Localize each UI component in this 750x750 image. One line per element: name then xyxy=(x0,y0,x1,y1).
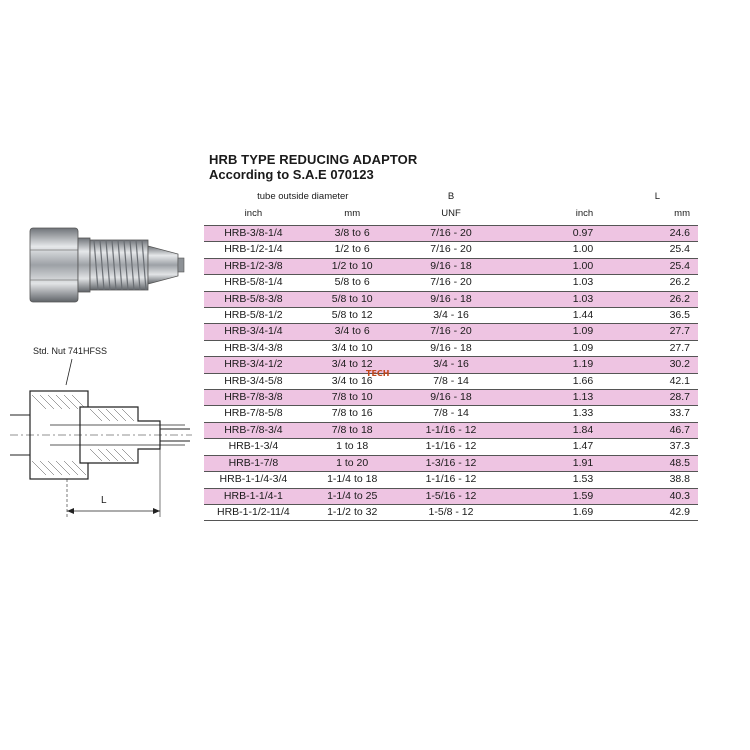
table-row xyxy=(204,357,698,373)
tube-size-cell: 1-1/4 to 18 xyxy=(327,473,378,486)
tube-size-cell: 5/8 to 6 xyxy=(334,276,370,289)
thread-cell: 7/8 - 14 xyxy=(433,407,469,420)
length-inch-cell: 1.44 xyxy=(572,309,594,322)
part-number-cell: HRB-5/8-1/4 xyxy=(224,276,283,289)
tube-size-cell: 7/8 to 18 xyxy=(303,422,402,438)
length-inch-cell: 1.03 xyxy=(500,291,599,307)
length-inch-cell: 1.00 xyxy=(572,243,594,256)
thread-cell: 7/16 - 20 xyxy=(430,243,472,256)
thread-cell: 7/16 - 20 xyxy=(402,226,501,242)
length-mm-cell: 24.6 xyxy=(599,226,698,242)
table-row xyxy=(204,242,698,258)
group-l-header: L xyxy=(654,191,660,202)
table-row xyxy=(204,324,698,340)
dimension-l-label: L xyxy=(101,495,107,506)
table-row xyxy=(204,340,698,356)
length-mm-cell: 46.7 xyxy=(599,422,698,438)
part-number-cell: HRB-1-1/4-3/4 xyxy=(219,473,288,486)
table-row xyxy=(204,373,698,389)
length-inch-cell: 1.13 xyxy=(500,390,599,406)
length-inch-cell: 1.00 xyxy=(500,258,599,274)
length-mm-cell: 38.8 xyxy=(669,473,690,486)
col-inch-header: inch xyxy=(244,208,263,219)
tube-size-cell: 1/2 to 10 xyxy=(303,258,402,274)
length-mm-cell: 33.7 xyxy=(669,407,690,420)
length-mm-cell: 37.3 xyxy=(669,440,690,453)
thread-cell: 7/16 - 20 xyxy=(402,324,501,340)
table-row xyxy=(204,488,698,504)
part-number-cell: HRB-3/8-1/4 xyxy=(204,226,303,242)
tube-size-cell: 5/8 to 10 xyxy=(303,291,402,307)
part-number-cell: HRB-1-1/2-11/4 xyxy=(217,505,290,518)
col-unf-header: UNF xyxy=(441,208,461,219)
table-body xyxy=(204,226,698,521)
table-row xyxy=(204,439,698,455)
part-number-cell: HRB-3/4-5/8 xyxy=(224,374,283,387)
length-mm-cell: 36.5 xyxy=(669,309,690,322)
table-row xyxy=(204,472,698,488)
table-row xyxy=(204,455,698,471)
length-mm-cell: 30.2 xyxy=(599,357,698,373)
fitting-photo xyxy=(28,220,188,315)
title-block xyxy=(209,152,417,182)
page-subtitle: According to S.A.E 070123 xyxy=(209,167,374,182)
part-number-cell: HRB-1/2-1/4 xyxy=(224,243,283,256)
length-mm-cell: 27.7 xyxy=(669,341,690,354)
part-number-cell: HRB-3/4-1/2 xyxy=(204,357,303,373)
part-number-cell: HRB-5/8-1/2 xyxy=(224,309,283,322)
tube-size-cell: 3/4 to 12 xyxy=(303,357,402,373)
part-number-cell: HRB-1-7/8 xyxy=(204,455,303,471)
page-title: HRB TYPE REDUCING ADAPTOR xyxy=(209,152,418,167)
length-mm-cell: 26.2 xyxy=(669,276,690,289)
spec-table xyxy=(204,191,698,521)
watermark: TECH xyxy=(366,369,390,378)
table-row xyxy=(204,275,698,291)
tube-size-cell: 1 to 20 xyxy=(303,455,402,471)
thread-cell: 1-5/16 - 12 xyxy=(402,488,501,504)
length-inch-cell: 1.91 xyxy=(500,455,599,471)
tube-size-cell: 7/8 to 16 xyxy=(331,407,373,420)
tube-size-cell: 1 to 18 xyxy=(336,440,369,453)
tube-size-cell: 1-1/2 to 32 xyxy=(327,505,378,518)
tube-size-cell: 3/4 to 16 xyxy=(331,374,373,387)
tube-size-cell: 1-1/4 to 25 xyxy=(303,488,402,504)
col-l-mm-header: mm xyxy=(674,208,690,219)
part-number-cell: HRB-3/4-1/4 xyxy=(204,324,303,340)
tube-size-cell: 1/2 to 6 xyxy=(334,243,370,256)
part-number-cell: HRB-7/8-5/8 xyxy=(224,407,283,420)
thread-cell: 7/16 - 20 xyxy=(430,276,472,289)
tube-size-cell: 3/8 to 6 xyxy=(303,226,402,242)
thread-cell: 3/4 - 16 xyxy=(433,309,469,322)
length-inch-cell: 1.09 xyxy=(572,341,594,354)
length-inch-cell: 1.03 xyxy=(572,276,594,289)
thread-cell: 1-1/16 - 12 xyxy=(425,440,477,453)
tube-size-cell: 3/4 to 6 xyxy=(303,324,402,340)
table-row xyxy=(204,504,698,520)
part-number-cell: HRB-5/8-3/8 xyxy=(204,291,303,307)
nut-label: Std. Nut 741HFSS xyxy=(33,346,108,356)
length-mm-cell: 25.4 xyxy=(599,258,698,274)
col-l-inch-header: inch xyxy=(575,208,594,219)
length-inch-cell: 1.33 xyxy=(572,407,594,420)
tube-size-cell: 7/8 to 10 xyxy=(303,390,402,406)
group-b-header: B xyxy=(447,191,455,202)
length-inch-cell: 1.69 xyxy=(572,505,594,518)
table-row xyxy=(204,390,698,406)
part-number-cell: HRB-1/2-3/8 xyxy=(204,258,303,274)
thread-cell: 1-5/8 - 12 xyxy=(428,505,474,518)
table-row xyxy=(204,406,698,422)
part-number-cell: HRB-7/8-3/4 xyxy=(204,422,303,438)
col-mm-header: mm xyxy=(344,208,361,219)
thread-cell: 9/16 - 18 xyxy=(402,291,501,307)
thread-cell: 1-1/16 - 12 xyxy=(402,422,501,438)
table-row xyxy=(204,308,698,324)
length-mm-cell: 42.9 xyxy=(669,505,690,518)
length-mm-cell: 28.7 xyxy=(599,390,698,406)
part-number-cell: HRB-3/4-3/8 xyxy=(224,341,283,354)
part-number-cell: HRB-1-3/4 xyxy=(228,440,279,453)
tube-size-cell: 5/8 to 12 xyxy=(331,309,373,322)
part-number-cell: HRB-1-1/4-1 xyxy=(204,488,303,504)
thread-cell: 7/8 - 14 xyxy=(433,374,469,387)
table-row xyxy=(204,422,698,438)
length-inch-cell: 1.66 xyxy=(572,374,594,387)
length-inch-cell: 1.84 xyxy=(500,422,599,438)
length-mm-cell: 40.3 xyxy=(599,488,698,504)
thread-cell: 9/16 - 18 xyxy=(402,390,501,406)
length-mm-cell: 42.1 xyxy=(669,374,690,387)
thread-cell: 1-1/16 - 12 xyxy=(425,473,477,486)
thread-cell: 9/16 - 18 xyxy=(430,341,472,354)
length-inch-cell: 1.19 xyxy=(500,357,599,373)
length-inch-cell: 1.09 xyxy=(500,324,599,340)
table-row xyxy=(204,258,698,274)
length-inch-cell: 1.53 xyxy=(572,473,594,486)
thread-cell: 9/16 - 18 xyxy=(402,258,501,274)
length-inch-cell: 1.47 xyxy=(572,440,594,453)
length-mm-cell: 25.4 xyxy=(669,243,690,256)
length-mm-cell: 48.5 xyxy=(599,455,698,471)
thread-cell: 3/4 - 16 xyxy=(402,357,501,373)
length-inch-cell: 0.97 xyxy=(500,226,599,242)
group-tube-header: tube outside diameter xyxy=(257,191,349,202)
length-inch-cell: 1.59 xyxy=(500,488,599,504)
part-number-cell: HRB-7/8-3/8 xyxy=(204,390,303,406)
tube-size-cell: 3/4 to 10 xyxy=(331,341,373,354)
thread-cell: 1-3/16 - 12 xyxy=(402,455,501,471)
table-row xyxy=(204,291,698,307)
group-header-row xyxy=(204,191,698,203)
length-mm-cell: 27.7 xyxy=(599,324,698,340)
length-mm-cell: 26.2 xyxy=(599,291,698,307)
column-header-row xyxy=(204,203,698,226)
table-row xyxy=(204,226,698,242)
